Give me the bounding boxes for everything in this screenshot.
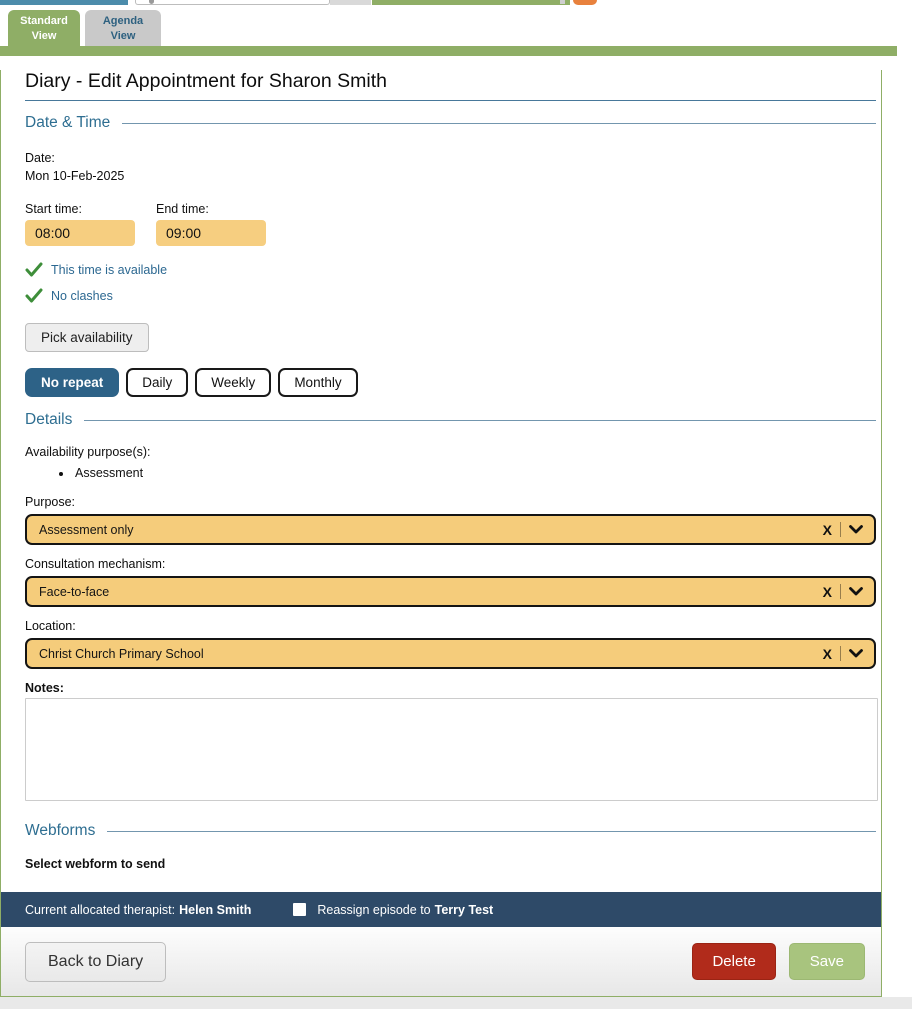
clash-message: No clashes: [51, 289, 113, 304]
top-nav-bar-fragment: [0, 0, 128, 5]
availability-purposes-list: [25, 466, 876, 480]
availability-status: [25, 262, 876, 278]
search-icon: [149, 0, 154, 4]
header-strip-fragment: [372, 0, 570, 5]
save-button[interactable]: Save: [789, 943, 865, 980]
control-separator: [840, 584, 841, 599]
search-input-fragment[interactable]: [135, 0, 330, 5]
delete-button[interactable]: Delete: [692, 943, 775, 980]
clash-status: [25, 288, 876, 304]
location-select[interactable]: [25, 638, 876, 669]
section-date-time-label: Date & Time: [25, 114, 111, 131]
start-time-label: Start time:: [25, 202, 82, 217]
start-time-input[interactable]: [25, 220, 135, 246]
purpose-select[interactable]: [25, 514, 876, 545]
location-selected-value: Christ Church Primary School: [39, 646, 204, 661]
current-therapist-label: Current allocated therapist:: [25, 902, 176, 917]
check-icon: [25, 288, 43, 304]
tab-bar-underline: [0, 46, 897, 56]
repeat-daily-button[interactable]: Daily: [126, 368, 188, 397]
notification-button-fragment[interactable]: [573, 0, 597, 5]
edit-appointment-panel: [0, 70, 882, 997]
repeat-options-group: [25, 368, 876, 397]
tab-standard-view[interactable]: [8, 10, 80, 46]
toolbar-fragment-2: [560, 0, 565, 4]
footer-actions: [1, 927, 881, 996]
chevron-down-icon[interactable]: [849, 649, 863, 658]
purpose-selected-value: Assessment only: [39, 522, 134, 537]
date-label: Date:: [25, 151, 55, 165]
clear-icon[interactable]: X: [822, 583, 832, 600]
view-tabs: [0, 5, 912, 46]
repeat-weekly-button[interactable]: Weekly: [195, 368, 271, 397]
availability-purposes-label: Availability purpose(s):: [25, 445, 151, 460]
tab-standard-line2: View: [31, 29, 57, 42]
date-value: Mon 10-Feb-2025: [25, 169, 125, 184]
chevron-down-icon[interactable]: [849, 525, 863, 534]
section-details: [25, 411, 876, 429]
section-rule: [107, 831, 876, 832]
tab-agenda-line2: View: [110, 29, 136, 42]
pick-availability-button[interactable]: Pick availability: [25, 323, 149, 352]
location-label: Location:: [25, 619, 76, 634]
reassign-checkbox[interactable]: [293, 903, 306, 916]
select-webform-label: Select webform to send: [25, 857, 166, 872]
clear-icon[interactable]: X: [822, 645, 832, 662]
chevron-down-icon[interactable]: [849, 587, 863, 596]
repeat-no-repeat-button[interactable]: No repeat: [25, 368, 119, 397]
therapist-bar: [1, 892, 881, 927]
section-rule: [84, 420, 876, 421]
control-separator: [840, 522, 841, 537]
section-date-time: [25, 114, 876, 132]
tab-agenda-view[interactable]: [85, 10, 161, 46]
check-icon: [25, 262, 43, 278]
section-rule: [122, 123, 876, 124]
clear-icon[interactable]: X: [822, 521, 832, 538]
toolbar-fragment: [330, 0, 371, 5]
section-details-label: Details: [25, 411, 73, 429]
page-bottom-gutter: [0, 997, 912, 1009]
section-webforms-label: Webforms: [25, 822, 96, 840]
title-divider: [25, 100, 876, 101]
notes-textarea[interactable]: [25, 698, 878, 801]
current-therapist-name: Helen Smith: [179, 902, 252, 917]
page-title: Diary - Edit Appointment for Sharon Smith: [25, 70, 387, 92]
tab-agenda-line1: Agenda: [102, 15, 144, 28]
repeat-monthly-button[interactable]: Monthly: [278, 368, 357, 397]
back-to-diary-button[interactable]: Back to Diary: [25, 942, 166, 982]
consultation-label: Consultation mechanism:: [25, 557, 166, 572]
end-time-label: End time:: [156, 202, 209, 217]
tab-standard-line1: Standard: [20, 15, 68, 28]
availability-message: This time is available: [51, 263, 168, 278]
reassign-therapist-name: Terry Test: [434, 902, 494, 917]
control-separator: [840, 646, 841, 661]
section-webforms: [25, 822, 876, 840]
purpose-label: Purpose:: [25, 495, 76, 510]
end-time-input[interactable]: [156, 220, 266, 246]
availability-purpose-item: • Assessment: [73, 466, 876, 480]
browser-chrome-fragment: [0, 0, 912, 5]
notes-label: Notes:: [25, 681, 64, 696]
consultation-selected-value: Face-to-face: [39, 584, 110, 599]
reassign-label: Reassign episode to: [317, 902, 431, 917]
consultation-mechanism-select[interactable]: [25, 576, 876, 607]
